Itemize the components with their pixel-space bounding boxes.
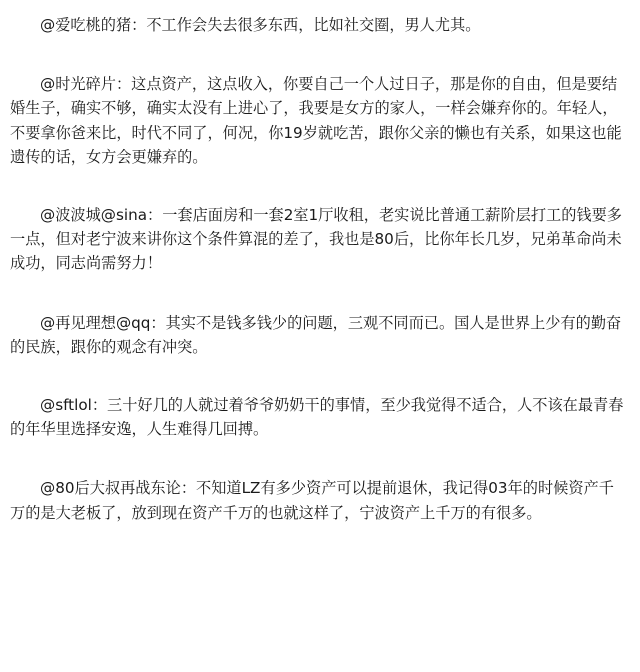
comment-article	[10, 13, 624, 525]
comment-paragraph: @时光碎片：这点资产，这点收入，你要自己一个人过日子，那是你的自由，但是要结婚生子，确实不够，确实太没有上进心了，我要是女方的家人，一样会嫌弃你的。年轻人，不要拿你爸来比，时代不同了，何况，你19岁就吃苦，跟你父亲的懒也有关系，如果这也能遗传的话，女方会更嫌弃的。	[10, 75, 622, 166]
comment-paragraph: @80后大叔再战东论：不知道LZ有多少资产可以提前退休，我记得03年的时候资产千万的是大老板了，放到现在资产千万的也就这样了，宁波资产上千万的有很多。	[10, 479, 614, 522]
comment-paragraph: @再见理想@qq：其实不是钱多钱少的问题，三观不同而已。国人是世界上少有的勤奋的民族，跟你的观念有冲突。	[10, 313, 622, 356]
comment-paragraph: @波波城@sina：一套店面房和一套2室1厅收租，老实说比普通工薪阶层打工的钱要多一点，但对老宁波来讲你这个条件算混的差了，我也是80后，比你年长几岁，兄弟革命尚未成功，同志尚需努力！	[10, 206, 622, 273]
comment-paragraph: @爱吃桃的猪：不工作会失去很多东西，比如社交圈，男人尤其。	[40, 16, 481, 34]
comment-paragraph: @sftlol：三十好几的人就过着爷爷奶奶干的事情，至少我觉得不适合，人不该在最青春的年华里选择安逸，人生难得几回搏。	[10, 396, 624, 439]
